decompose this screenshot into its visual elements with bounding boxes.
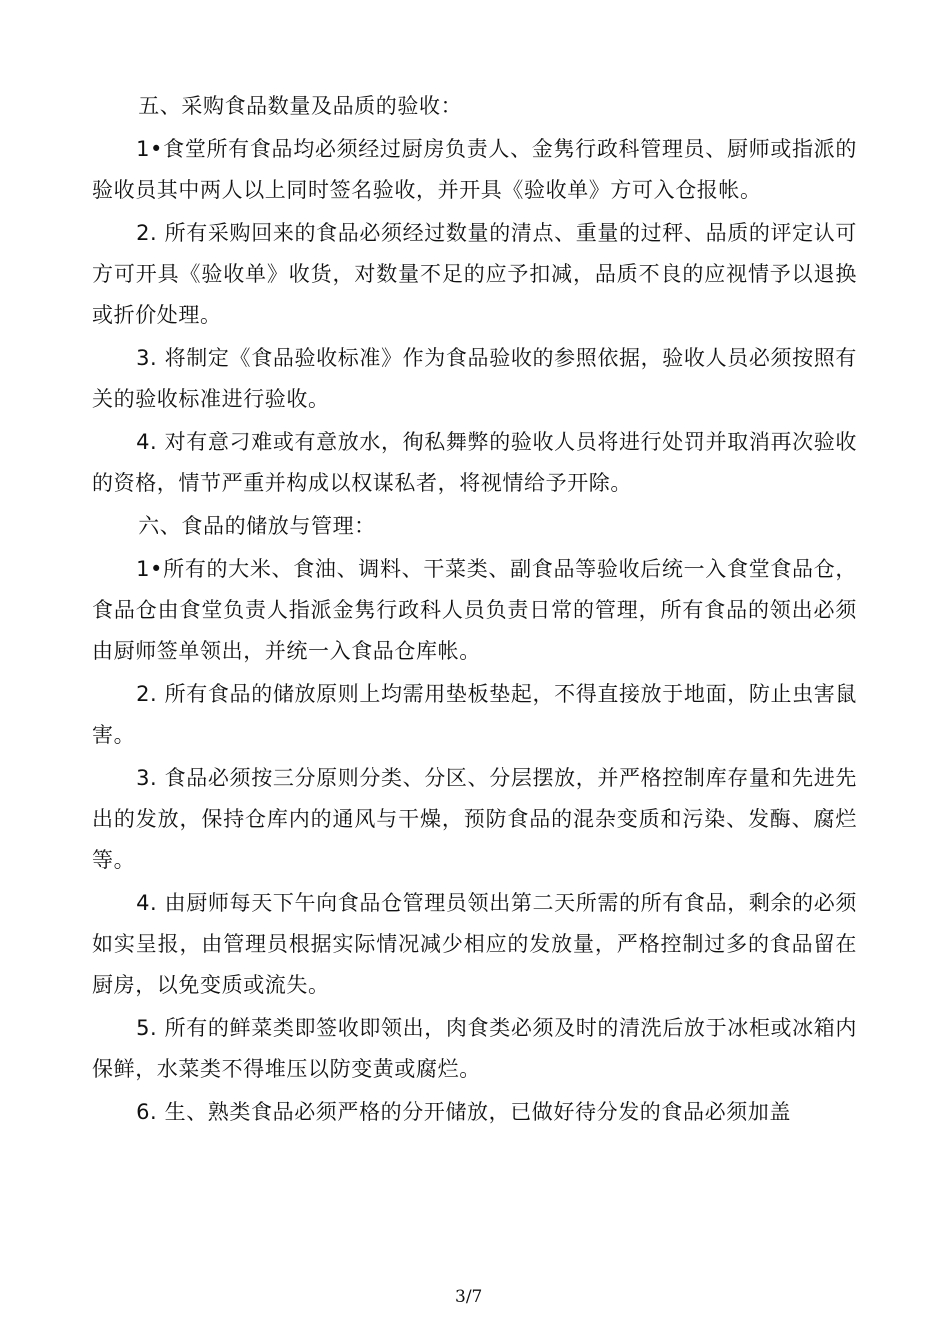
document-body <box>92 86 857 1135</box>
paragraph-acceptance-2: 2. 所有采购回来的食品必须经过数量的清点、重量的过秤、品质的评定认可方可开具《验收单》收货，对数量不足的应予扣减，品质不良的应视情予以退换或折价处理。 <box>92 221 857 327</box>
paragraph-storage-2: 2. 所有食品的储放原则上均需用垫板垫起，不得直接放于地面，防止虫害鼠害。 <box>92 682 857 747</box>
paragraph-storage-3: 3. 食品必须按三分原则分类、分区、分层摆放，并严格控制库存量和先进先出的发放，保持仓库内的通风与干燥，预防食品的混杂变质和污染、发酶、腐烂等。 <box>92 766 857 872</box>
paragraph-acceptance-3: 3. 将制定《食品验收标准》作为食品验收的参照依据，验收人员必须按照有关的验收标准进行验收。 <box>92 346 857 411</box>
paragraph-storage-5: 5. 所有的鲜菜类即签收即领出，肉食类必须及时的清洗后放于冰柜或冰箱内保鲜，水菜类不得堆压以防变黄或腐烂。 <box>92 1016 857 1081</box>
page-number: 3/7 <box>455 1287 483 1307</box>
paragraph-acceptance-4: 4. 对有意刁难或有意放水，徇私舞弊的验收人员将进行处罚并取消再次验收的资格，情节严重并构成以权谋私者，将视情给予开除。 <box>92 430 857 495</box>
section-heading-storage-management: 六、食品的储放与管理： <box>138 514 376 538</box>
paragraph-storage-6: 6. 生、熟类食品必须严格的分开储放，已做好待分发的食品必须加盖 <box>136 1100 792 1124</box>
paragraph-storage-4: 4. 由厨师每天下午向食品仓管理员领出第二天所需的所有食品，剩余的必须如实呈报，由管理员根据实际情况减少相应的发放量，严格控制过多的食品留在厨房，以免变质或流失。 <box>92 891 857 997</box>
paragraph-acceptance-1: 1•食堂所有食品均必须经过厨房负责人、金隽行政科管理员、厨师或指派的验收员其中两人以上同时签名验收，并开具《验收单》方可入仓报帐。 <box>92 137 857 202</box>
paragraph-storage-1: 1•所有的大米、食油、调料、干菜类、副食品等验收后统一入食堂食品仓，食品仓由食堂负责人指派金隽行政科人员负责日常的管理，所有食品的领出必须由厨师签单领出，并统一入食品仓库帐。 <box>92 557 857 663</box>
section-heading-procurement-acceptance: 五、采购食品数量及品质的验收： <box>138 94 463 118</box>
